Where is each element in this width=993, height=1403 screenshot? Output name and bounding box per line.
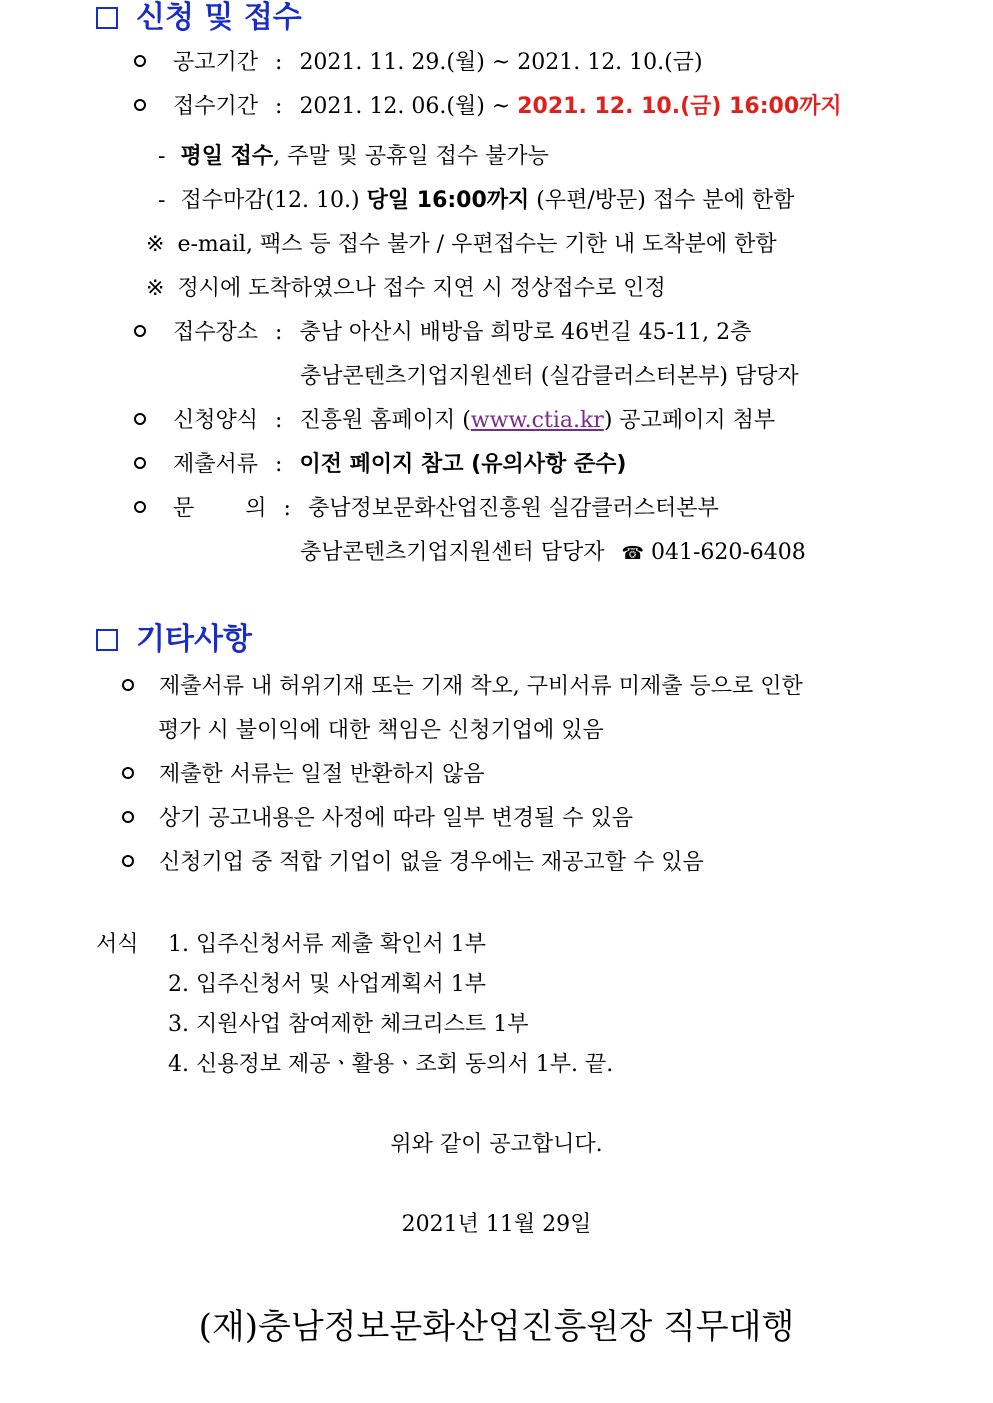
circle-outline-icon [134, 325, 146, 337]
misc-item-1: 제출서류 내 허위기재 또는 기재 착오, 구비서류 미제출 등으로 인한 [122, 672, 803, 702]
receipt-deadline: 2021. 12. 10.(금) 16:00까지 [517, 94, 842, 119]
application-form-row: 신청양식 : 진흥원 홈페이지 (www.ctia.kr) 공고페이지 첨부 [134, 406, 775, 436]
weekday-receipt-note: - 평일 접수, 주말 및 공휴일 접수 불가능 [158, 144, 549, 169]
ontime-note: ※ 정시에 도착하였으나 접수 지연 시 정상접수로 인정 [146, 276, 666, 301]
misc-item-3: 상기 공고내용은 사정에 따라 일부 변경될 수 있음 [122, 804, 633, 834]
receipt-location-line2: 충남콘텐츠기업지원센터 (실감클러스터본부) 담당자 [300, 364, 799, 389]
form-item-4: 4. 신용정보 제공ㆍ활용ㆍ조회 동의서 1부. 끝. [168, 1052, 614, 1077]
contact-line2: 충남콘텐츠기업지원센터 담당자 ☎ 041-620-6408 [300, 540, 806, 565]
contact-row: 문 의 : 충남정보문화산업진흥원 실감클러스터본부 [134, 494, 719, 524]
form-item-1: 1. 입주신청서류 제출 확인서 1부 [168, 932, 486, 957]
closing-statement: 위와 같이 공고합니다. [390, 1132, 603, 1157]
circle-outline-icon [122, 811, 134, 823]
section-title-misc: 기타사항 [96, 622, 252, 658]
circle-outline-icon [122, 679, 134, 691]
misc-item-4: 신청기업 중 적합 기업이 없을 경우에는 재공고할 수 있음 [122, 848, 704, 878]
email-fax-note: ※ e-mail, 팩스 등 접수 불가 / 우편접수는 기한 내 도착분에 한함 [146, 232, 777, 257]
misc-item-1-line2: 평가 시 불이익에 대한 책임은 신청기업에 있음 [158, 718, 604, 743]
circle-outline-icon [134, 413, 146, 425]
phone-icon: ☎ [621, 543, 644, 564]
circle-outline-icon [122, 855, 134, 867]
circle-outline-icon [134, 501, 146, 513]
form-item-3: 3. 지원사업 참여제한 체크리스트 1부 [168, 1012, 529, 1037]
misc-item-2: 제출한 서류는 일절 반환하지 않음 [122, 760, 485, 790]
circle-outline-icon [122, 767, 134, 779]
square-outline-icon [96, 629, 118, 651]
receipt-location-row: 접수장소 : 충남 아산시 배방읍 희망로 46번길 45-11, 2층 [134, 318, 751, 348]
forms-label: 서식 [96, 932, 139, 957]
announcement-date: 2021년 11월 29일 [401, 1212, 592, 1237]
homepage-link[interactable]: www.ctia.kr [470, 408, 604, 433]
submission-docs-row: 제출서류 : 이전 페이지 참고 (유의사항 준수) [134, 450, 626, 480]
form-item-2: 2. 입주신청서 및 사업계획서 1부 [168, 972, 486, 997]
receipt-period-row: 접수기간 : 2021. 12. 06.(월) ~ 2021. 12. 10.(금) 16:00까지 [134, 92, 842, 122]
notice-period-row: 공고기간 : 2021. 11. 29.(월) ~ 2021. 12. 10.(금) [134, 48, 703, 78]
square-outline-icon [96, 7, 118, 29]
section-title-application: 신청 및 접수 [96, 0, 302, 36]
deadline-note: - 접수마감(12. 10.) 당일 16:00까지 (우편/방문) 접수 분에 한함 [158, 188, 795, 213]
circle-outline-icon [134, 55, 146, 67]
circle-outline-icon [134, 99, 146, 111]
signature-line: (재)충남정보문화산업진흥원장 직무대행 [198, 1307, 795, 1347]
circle-outline-icon [134, 457, 146, 469]
